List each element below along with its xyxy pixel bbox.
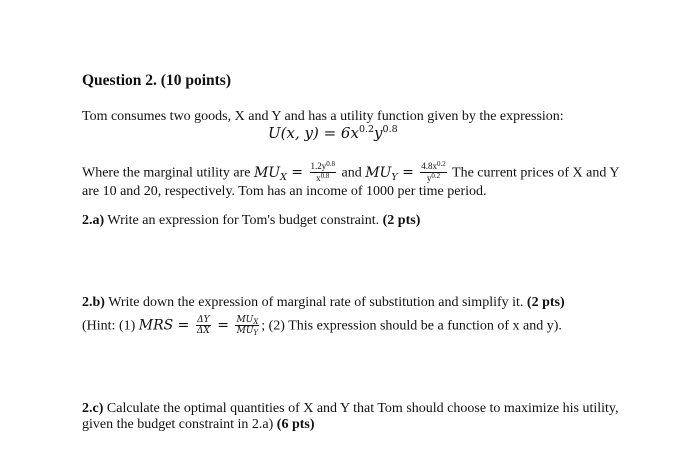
mux-fraction: $\frac{1.2y^{0.8}}{x^{0.8}}$ <box>310 160 335 183</box>
part-c-text: Calculate the optimal quantities of X and Y that Tom should choose to maximize his utility, <box>103 401 619 416</box>
part-c-line2-text: given the budget constraint in 2.a) <box>82 417 277 432</box>
part-b-text: Write down the expression of marginal rate of substitution and simplify it. <box>104 295 527 310</box>
mux-symbol: $MU_X$ <box>253 164 287 183</box>
marginal-suffix: The current prices of X and Y <box>448 165 620 181</box>
utility-exp-x: 0.2 <box>358 124 375 135</box>
muy-symbol: $MU_Y$ <box>365 164 398 183</box>
mu-ratio-fraction: $\frac{MU_X}{MU_Y}$ <box>236 315 259 337</box>
utility-y: y <box>374 124 383 142</box>
mrs-symbol: MRS = <box>138 317 194 334</box>
part-a-points: (2 pts) <box>382 213 421 228</box>
utility-exp-y: 0.8 <box>382 124 398 135</box>
hint-prefix: (Hint: (1) <box>82 318 139 334</box>
part-c-label: 2.c) <box>82 401 104 416</box>
hint-equals: = <box>212 317 234 334</box>
and-text: and <box>338 165 366 181</box>
mux-equals: = <box>286 164 308 181</box>
muy-fraction: $\frac{4.8x^{0.2}}{y^{0.2}}$ <box>421 160 446 183</box>
utility-lhs: U(x, y) = 6x <box>268 124 359 142</box>
part-b-points: (2 pts) <box>526 295 565 310</box>
part-a <box>82 212 420 230</box>
muy-equals: = <box>397 164 419 181</box>
part-a-text: Write an expression for Tom's budget constraint. <box>104 213 383 228</box>
part-c-line2 <box>82 416 315 434</box>
part-b-hint <box>82 316 562 337</box>
delta-fraction: $\frac{\Delta Y}{\Delta X}$ <box>196 315 210 336</box>
part-b <box>82 294 565 312</box>
prices-income-text: are 10 and 20, respectively. Tom has an income of 1000 per time period. <box>82 184 487 199</box>
part-b-label: 2.b) <box>82 295 105 310</box>
part-a-label: 2.a) <box>82 213 105 228</box>
hint-suffix: ; (2) This expression should be a function of x and y). <box>261 318 562 334</box>
marginal-utility-line <box>82 162 619 185</box>
utility-function <box>268 124 398 145</box>
marginal-prefix: Where the marginal utility are <box>82 165 254 181</box>
part-c-points: (6 pts) <box>276 417 315 432</box>
question-title: Question 2. (10 points) <box>82 72 231 89</box>
intro-text: Tom consumes two goods, X and Y and has a utility function given by the expression: <box>82 109 564 124</box>
